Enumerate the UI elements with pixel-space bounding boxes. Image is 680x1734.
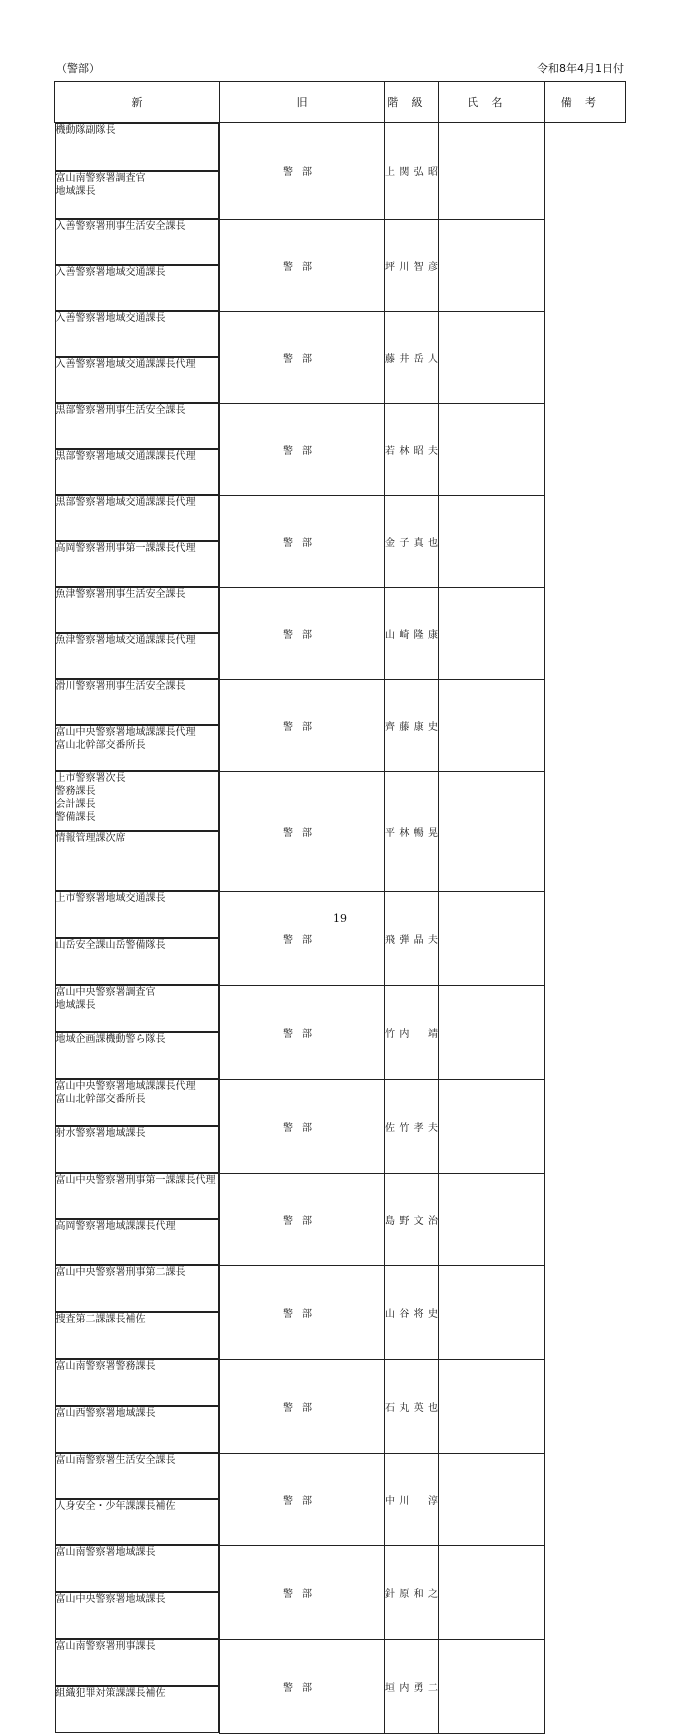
rank-cell: 警部: [220, 1359, 385, 1453]
personnel-table: [54, 81, 626, 1734]
name-cell: 上関弘昭: [385, 123, 439, 220]
old-position-cell: 黒部警察署地域交通課課長代理: [55, 449, 220, 495]
rank-cell: 警部: [220, 1545, 385, 1639]
rank-cell: 警部: [220, 403, 385, 495]
name-cell: 石丸英也: [385, 1359, 439, 1453]
new-position-cell: 黒部警察署刑事生活安全課長: [55, 403, 220, 449]
old-position-cell: 魚津警察署地域交通課課長代理: [55, 633, 220, 679]
document-date: 令和8年4月1日付: [537, 62, 624, 75]
name-cell: 坪川智彦: [385, 219, 439, 311]
rank-cell: 警部: [220, 679, 385, 771]
old-position-cell: 富山中央警察署地域課長: [55, 1592, 220, 1639]
new-position-cell: 富山南警察署警務課長: [55, 1359, 220, 1406]
table-row: [55, 403, 626, 495]
note-cell: [439, 1453, 545, 1545]
table-row: [55, 891, 626, 985]
table-row: [55, 1265, 626, 1359]
note-cell: [439, 403, 545, 495]
rank-cell: 警部: [220, 1639, 385, 1733]
note-cell: [439, 985, 545, 1079]
note-cell: [439, 1079, 545, 1173]
old-position-cell: 山岳安全課山岳警備隊長: [55, 938, 220, 985]
rank-cell: 警部: [220, 1453, 385, 1545]
note-cell: [439, 311, 545, 403]
new-position-cell: 滑川警察署刑事生活安全課長: [55, 679, 220, 725]
new-position-cell: 富山南警察署刑事課長: [55, 1639, 220, 1686]
col-header-old: 旧: [220, 82, 385, 123]
name-cell: 藤井岳人: [385, 311, 439, 403]
table-row: [55, 1545, 626, 1639]
old-position-cell: 富山西警察署地域課長: [55, 1406, 220, 1453]
new-position-cell: 入善警察署刑事生活安全課長: [55, 219, 220, 265]
new-position-cell: 上市警察署地域交通課長: [55, 891, 220, 938]
old-position-cell: 人身安全・少年課課長補佐: [55, 1499, 220, 1545]
old-position-cell: 捜査第二課課長補佐: [55, 1312, 220, 1359]
table-row: [55, 771, 626, 891]
table-row: [55, 1173, 626, 1265]
note-cell: [439, 1265, 545, 1359]
col-header-rank: 階級: [385, 82, 439, 123]
note-cell: [439, 495, 545, 587]
new-position-cell: 富山中央警察署刑事第一課課長代理: [55, 1173, 220, 1219]
name-cell: 平林暢晃: [385, 771, 439, 891]
old-position-cell: 射水警察署地域課長: [55, 1126, 220, 1173]
new-position-cell: 魚津警察署刑事生活安全課長: [55, 587, 220, 633]
note-cell: [439, 1545, 545, 1639]
rank-cell: 警部: [220, 495, 385, 587]
note-cell: [439, 1639, 545, 1733]
note-cell: [439, 891, 545, 985]
note-cell: [439, 587, 545, 679]
rank-cell: 警部: [220, 1265, 385, 1359]
old-position-cell: 高岡警察署刑事第一課課長代理: [55, 541, 220, 587]
note-cell: [439, 1173, 545, 1265]
rank-cell: 警部: [220, 219, 385, 311]
new-position-cell: 富山南警察署生活安全課長: [55, 1453, 220, 1499]
old-position-cell: 高岡警察署地域課課長代理: [55, 1219, 220, 1265]
new-position-cell: 富山中央警察署地域課課長代理 富山北幹部交番所長: [55, 1079, 220, 1126]
name-cell: 中川 淳: [385, 1453, 439, 1545]
col-header-name: 氏名: [439, 82, 545, 123]
old-position-cell: 入善警察署地域交通課課長代理: [55, 357, 220, 403]
rank-cell: 警部: [220, 985, 385, 1079]
table-row: [55, 1639, 626, 1733]
rank-cell: 警部: [220, 311, 385, 403]
page-number: 19: [333, 912, 347, 925]
note-cell: [439, 1359, 545, 1453]
table-row: [55, 219, 626, 311]
document-category: （警部）: [56, 62, 100, 75]
new-position-cell: 富山中央警察署刑事第二課長: [55, 1265, 220, 1312]
old-position-cell: 組織犯罪対策課課長補佐: [55, 1686, 220, 1733]
name-cell: 若林昭夫: [385, 403, 439, 495]
table-row: [55, 1079, 626, 1173]
name-cell: 針原和之: [385, 1545, 439, 1639]
name-cell: 金子真也: [385, 495, 439, 587]
rank-cell: 警部: [220, 1079, 385, 1173]
old-position-cell: 地域企画課機動警ら隊長: [55, 1032, 220, 1079]
old-position-cell: 入善警察署地域交通課長: [55, 265, 220, 311]
table-row: [55, 495, 626, 587]
old-position-cell: 富山中央警察署地域課課長代理 富山北幹部交番所長: [55, 725, 220, 771]
new-position-cell: 機動隊副隊長: [55, 123, 220, 171]
table-row: [55, 311, 626, 403]
table-header-row: [55, 82, 626, 123]
rank-cell: 警部: [220, 1173, 385, 1265]
name-cell: 佐竹孝夫: [385, 1079, 439, 1173]
name-cell: 齊藤康史: [385, 679, 439, 771]
name-cell: 山谷将史: [385, 1265, 439, 1359]
name-cell: 竹内 靖: [385, 985, 439, 1079]
rank-cell: 警部: [220, 891, 385, 985]
table-row: [55, 679, 626, 771]
table-row: [55, 587, 626, 679]
table-row: [55, 123, 626, 220]
rank-cell: 警部: [220, 771, 385, 891]
rank-cell: 警部: [220, 123, 385, 220]
new-position-cell: 富山中央警察署調査官 地域課長: [55, 985, 220, 1032]
new-position-cell: 黒部警察署地域交通課課長代理: [55, 495, 220, 541]
name-cell: 垣内勇二: [385, 1639, 439, 1733]
table-row: [55, 985, 626, 1079]
new-position-cell: 入善警察署地域交通課長: [55, 311, 220, 357]
old-position-cell: 情報管理課次席: [55, 831, 220, 891]
name-cell: 島野文治: [385, 1173, 439, 1265]
note-cell: [439, 679, 545, 771]
name-cell: 飛弾晶夫: [385, 891, 439, 985]
note-cell: [439, 771, 545, 891]
new-position-cell: 富山南警察署地域課長: [55, 1545, 220, 1592]
table-row: [55, 1359, 626, 1453]
rank-cell: 警部: [220, 587, 385, 679]
note-cell: [439, 219, 545, 311]
note-cell: [439, 123, 545, 220]
col-header-new: 新: [55, 82, 220, 123]
name-cell: 山崎隆康: [385, 587, 439, 679]
new-position-cell: 上市警察署次長 警務課長 会計課長 警備課長: [55, 771, 220, 831]
old-position-cell: 富山南警察署調査官 地域課長: [55, 171, 220, 219]
col-header-note: 備考: [545, 82, 626, 123]
table-row: [55, 1453, 626, 1545]
